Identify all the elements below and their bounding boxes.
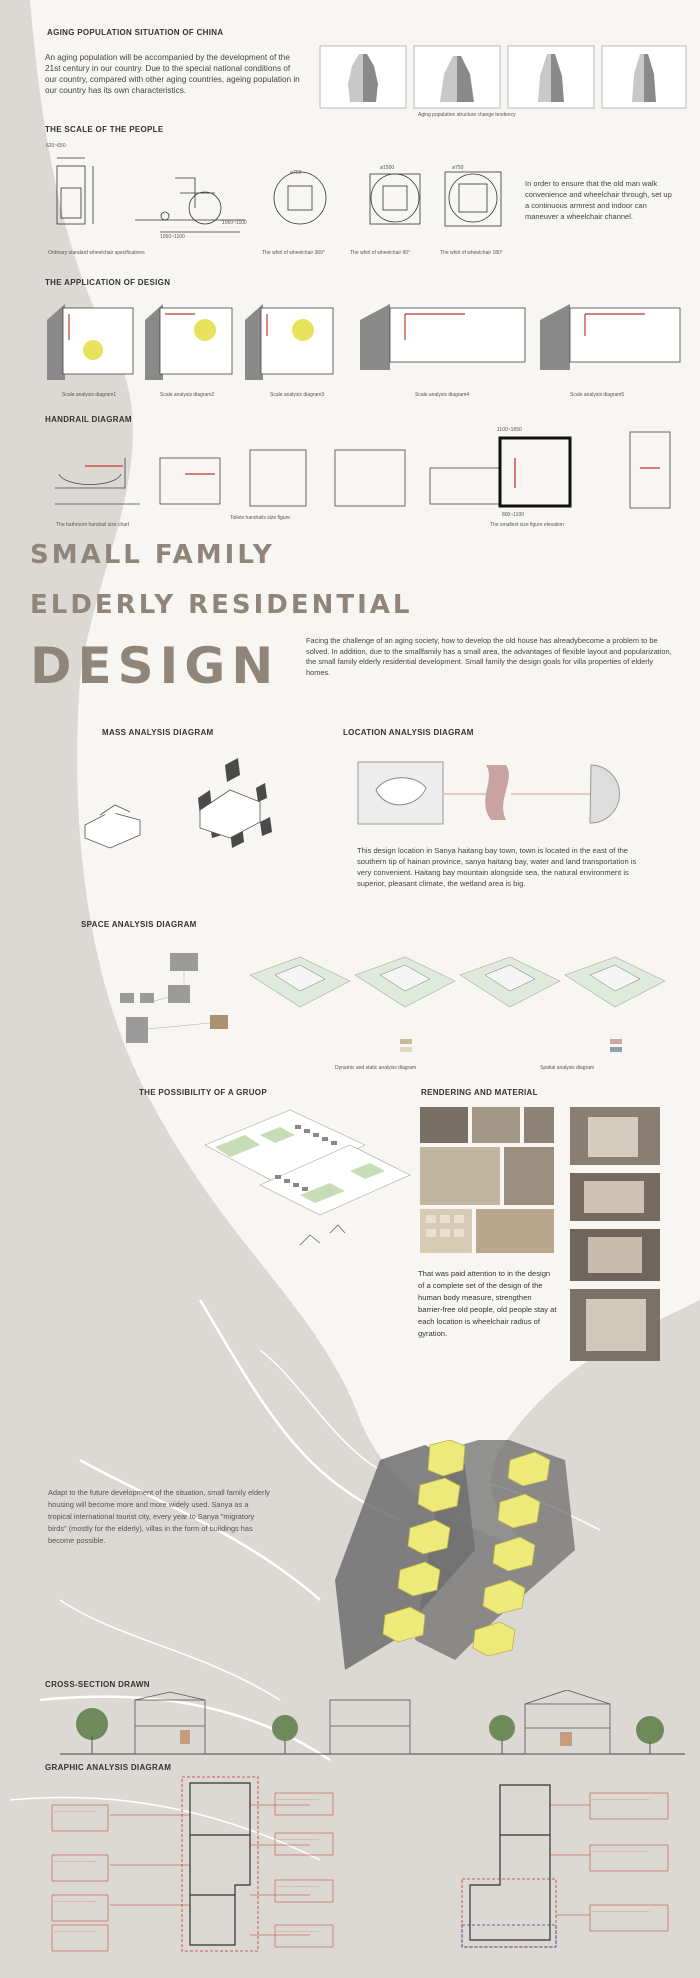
svg-text:~~~~~~~~~~~~~~: ~~~~~~~~~~~~~~ bbox=[277, 1930, 320, 1934]
intro-text: Facing the challenge of an aging society, how to develop the old house has alreadybecome a problem to be solved. In addition, due to the smallfamily has a small area, the advantages of flexible layout and popularization, the small family elderly residential development. Small family the design goals for villa properties of elderly homes. bbox=[306, 636, 672, 677]
population-pyramid-charts bbox=[318, 44, 698, 110]
mass-heading: MASS ANALYSIS DIAGRAM bbox=[102, 728, 214, 737]
scale-dim-5: ø750 bbox=[452, 165, 464, 171]
svg-text:~~~~~~~~~~~~~~: ~~~~~~~~~~~~~~ bbox=[54, 1810, 97, 1814]
wheelchair-dimension-drawings bbox=[45, 148, 520, 248]
scale-text: In order to ensure that the old man walk convenience and wheelchair through, set up a continuous armrest and indoor can maneuver a wheelchair channel. bbox=[525, 179, 672, 221]
svg-text:~~~~~~~~~~~~~~: ~~~~~~~~~~~~~~ bbox=[277, 1885, 320, 1889]
graphic-heading: GRAPHIC ANALYSIS DIAGRAM bbox=[45, 1763, 172, 1772]
scale-dim-1: 620~650 bbox=[46, 143, 66, 149]
svg-text:~~~~~~~~~~~~~~: ~~~~~~~~~~~~~~ bbox=[54, 1930, 97, 1934]
handrail-caption-3: The smallest size figure elevation bbox=[490, 522, 564, 528]
scale-dim-3: ø750 bbox=[290, 170, 302, 176]
graphic-analysis-plans bbox=[50, 1775, 680, 1970]
scale-caption-1: Ordinary standard wheelchair specifications bbox=[48, 250, 145, 256]
handrail-dim-1: 1100~1650 bbox=[497, 427, 522, 433]
location-heading: LOCATION ANALYSIS DIAGRAM bbox=[343, 728, 474, 737]
space-analysis-diagrams bbox=[110, 945, 690, 1065]
rendering-images bbox=[418, 1105, 558, 1255]
svg-text:~~~~~~~~~~~~~~~~~~~: ~~~~~~~~~~~~~~~~~~~ bbox=[592, 1910, 650, 1914]
svg-text:~~~~~~~~~~~~~~~~~~~: ~~~~~~~~~~~~~~~~~~~ bbox=[592, 1798, 650, 1802]
scale-caption-2: The whirl of wheelchair 360° bbox=[262, 250, 325, 256]
handrail-heading: HANDRAIL DIAGRAM bbox=[45, 415, 132, 424]
aging-heading: AGING POPULATION SITUATION OF CHINA bbox=[47, 28, 224, 37]
svg-text:~~~~~~~~~~~~~~: ~~~~~~~~~~~~~~ bbox=[54, 1900, 97, 1904]
mass-analysis-drawings bbox=[80, 750, 310, 860]
application-scale-diagrams bbox=[45, 300, 685, 390]
scale-caption-3: The whirl of wheelchair 90° bbox=[350, 250, 411, 256]
scale-dim-2: 1050~1100 bbox=[160, 234, 185, 240]
svg-text:~~~~~~~~~~~~~~: ~~~~~~~~~~~~~~ bbox=[277, 1798, 320, 1802]
group-site-plan bbox=[200, 1105, 420, 1265]
scale-heading: THE SCALE OF THE PEOPLE bbox=[45, 125, 164, 134]
svg-text:~~~~~~~~~~~~~~: ~~~~~~~~~~~~~~ bbox=[54, 1860, 97, 1864]
application-caption-1: Scale analysis diagram1 bbox=[62, 392, 117, 398]
residential-building-masses bbox=[335, 1440, 595, 1680]
aging-text: An aging population will be accompanied by the development of the 21st century in our country. Due to the special national conditions of our country, compared with other aging countries, ageing population in our country has its own characteristics. bbox=[45, 53, 300, 95]
section-heading: CROSS-SECTION DRAWN bbox=[45, 1680, 150, 1689]
application-caption-2: Scale analysis diagram2 bbox=[160, 392, 215, 398]
handrail-caption-2: Toilets handrails size figure bbox=[230, 515, 291, 521]
handrail-dim-2: 800~1100 bbox=[502, 512, 525, 518]
space-caption-1: Dynamic and static analysis diagram bbox=[335, 1065, 417, 1071]
interior-renderings bbox=[568, 1105, 663, 1365]
title-line-1: SMALL FAMILY bbox=[30, 540, 275, 570]
application-caption-5: Scale analysis diagram5 bbox=[570, 392, 625, 398]
title-line-2: ELDERLY RESIDENTIAL bbox=[30, 590, 413, 620]
svg-text:~~~~~~~~~~~~~~: ~~~~~~~~~~~~~~ bbox=[277, 1838, 320, 1842]
application-caption-4: Scale analysis diagram4 bbox=[415, 392, 470, 398]
svg-text:~~~~~~~~~~~~~~~~~~~: ~~~~~~~~~~~~~~~~~~~ bbox=[592, 1850, 650, 1854]
location-maps bbox=[356, 760, 646, 830]
rendering-text: That was paid attention to in the design of a complete set of the design of the human body measure, strengthen barrier-free old people, old people stay at each location is wheelchair radius of gyration. bbox=[418, 1269, 557, 1338]
scale-dim-6: 1050~1100 bbox=[222, 220, 247, 226]
location-text: This design location in Sanya haitang bay town, town is located in the east of the southern tip of hainan province, sanya haitang bay, water and land transportation is very convenient. Haitang bay mountain alongside sea, the natural environment is superior, pleasant climate, the wetland area is big. bbox=[357, 846, 637, 888]
title-line-3: DESIGN bbox=[30, 637, 280, 695]
cross-section-drawing bbox=[60, 1690, 685, 1760]
aging-caption: Aging population structure change tendency bbox=[418, 112, 516, 118]
scale-dim-4: ø1500 bbox=[380, 165, 395, 171]
scale-caption-4: The whirl of wheelchair 180° bbox=[440, 250, 503, 256]
space-heading: SPACE ANALYSIS DIAGRAM bbox=[81, 920, 197, 929]
space-caption-2: Spatial analysis diagram bbox=[540, 1065, 595, 1071]
rendering-heading: RENDERING AND MATERIAL bbox=[421, 1088, 538, 1097]
group-heading: THE POSSIBILITY OF A GRUOP bbox=[139, 1088, 267, 1097]
handrail-size-drawings bbox=[45, 428, 685, 518]
future-text: Adapt to the future development of the situation, small family elderly housing will become more and more widely used. Sanya as a tropical international tourist city, every year to Sanya "migratory birds" (mostly for the elderly), villas in the form of buildings has become possible. bbox=[48, 1488, 270, 1545]
application-heading: THE APPLICATION OF DESIGN bbox=[45, 278, 171, 287]
handrail-caption-1: The bathroom handrail size chart bbox=[56, 522, 130, 528]
application-caption-3: Scale analysis diagram3 bbox=[270, 392, 325, 398]
